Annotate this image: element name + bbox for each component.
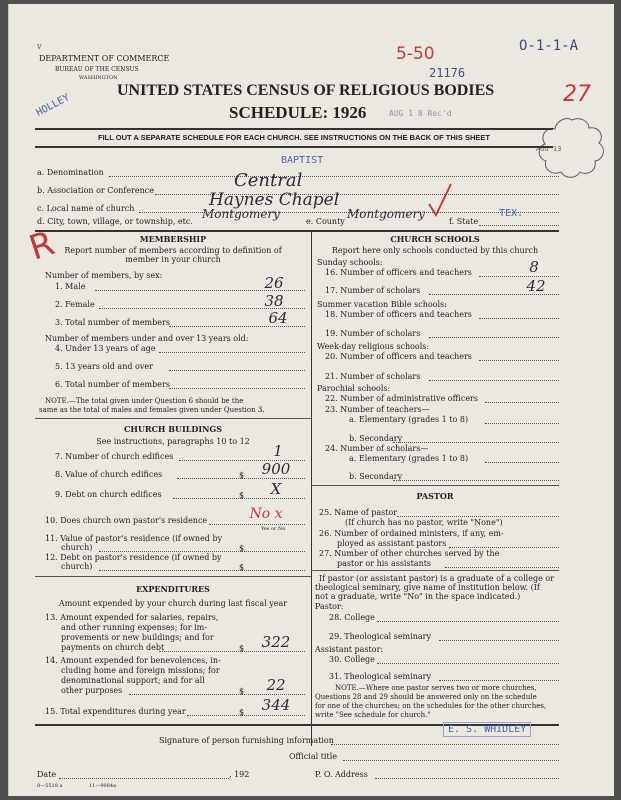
q9-value: X (270, 480, 282, 498)
q14-label-c: denominational support; and for all (61, 676, 205, 685)
q14-label-d: other purposes (61, 686, 123, 695)
q23a-label: a. Elementary (grades 1 to 8) (349, 415, 469, 424)
po-address-line (375, 778, 559, 779)
q9-line (173, 498, 305, 499)
denomination-line (109, 176, 559, 177)
q28-label: 28. College (329, 613, 375, 622)
q21-line (429, 380, 559, 381)
yes-no-caption: Yes or No (261, 526, 286, 532)
q23a-line (485, 423, 559, 424)
red-27: 27 (563, 82, 591, 107)
expenditures-title: EXPENDITURES (136, 584, 210, 594)
sections-top-rule (35, 230, 559, 232)
city-label: WASHINGTON (79, 75, 118, 81)
q8-label: 8. Value of church edifices (55, 470, 163, 479)
form-number-2: 11—9084a (89, 783, 117, 789)
denomination-value: BAPTIST (281, 155, 324, 166)
aug-date-stamp: AUG 13 (536, 145, 562, 153)
q24a-label: a. Elementary (grades 1 to 8) (349, 454, 469, 463)
city-value: Montgomery (202, 207, 280, 221)
stamp-number: 21176 (429, 66, 466, 80)
date-line (59, 778, 229, 779)
q23b-line (393, 442, 559, 443)
graduate-rule (311, 570, 559, 571)
age-header: Number of members under and over 13 years old: (45, 334, 249, 343)
by-sex-label: Number of members, by sex: (45, 271, 163, 280)
q16-value: 8 (529, 258, 539, 276)
year-label: , 192 (229, 770, 250, 779)
q13-label-c: provements or new buildings; and for (61, 633, 214, 642)
expenditures-rule (35, 576, 311, 577)
q31-label: 31. Theological seminary (329, 672, 431, 681)
q21-label: 21. Number of scholars (325, 372, 421, 381)
q27-label-a: 27. Number of other churches served by the (319, 549, 500, 558)
membership-note1: NOTE.—The total given under Question 6 should be the (45, 397, 244, 405)
q26-line (449, 547, 559, 548)
q5-label: 5. 13 years old and over (55, 362, 153, 371)
q29-line (439, 640, 559, 641)
q24b-label: b. Secondary (349, 472, 403, 481)
schools-sub: Report here only schools conducted by this church (331, 246, 539, 255)
column-divider (311, 230, 312, 746)
signature-stamp: E. S. WHIDLEY (443, 722, 531, 737)
q15-dollar: $ (239, 708, 245, 717)
q15-line (187, 715, 305, 716)
q18-label: 18. Number of officers and teachers (325, 310, 472, 319)
q24-label: 24. Number of scholars— (325, 444, 429, 453)
q1-value: 26 (264, 274, 284, 292)
q16-label: 16. Number of officers and teachers (325, 268, 472, 277)
pastor-note-4: write "See schedule for church." (315, 711, 431, 719)
q31-line (439, 680, 559, 681)
q4-line (159, 352, 305, 353)
census-schedule-sheet (8, 4, 614, 796)
pastor-note-2: Questions 28 and 29 should be answered only on the schedule (315, 693, 537, 701)
q20-line (479, 360, 559, 361)
q13-label-a: 13. Amount expended for salaries, repairs, (45, 613, 219, 622)
parochial-header: Parochial schools: (317, 384, 391, 393)
association-label: b. Association or Conference (37, 186, 154, 195)
state-value: TEX. (499, 208, 524, 219)
q3-value: 64 (268, 309, 288, 327)
q17-value: 42 (526, 277, 546, 295)
q9-label: 9. Debt on church edifices (55, 490, 162, 499)
state-line (479, 225, 559, 226)
q11-label-b: church) (61, 543, 93, 552)
q24a-line (485, 462, 559, 463)
q30-line (377, 663, 559, 664)
q13-line (159, 651, 305, 652)
signature-line (331, 744, 559, 745)
q27-label-b: pastor or his assistants (337, 559, 432, 568)
q7-value: 1 (273, 442, 283, 460)
instruction-banner: FILL OUT A SEPARATE SCHEDULE FOR EACH CHURCH. SEE INSTRUCTIONS ON THE BACK OF THIS SHEET (98, 133, 490, 142)
city-label-d: d. City, town, village, or township, etc. (37, 217, 193, 226)
q8-value: 900 (261, 460, 291, 478)
county-label: e. County (306, 217, 345, 226)
official-title-label: Official title (289, 752, 337, 761)
q27-line (445, 567, 559, 568)
q8-dollar: $ (239, 471, 245, 480)
official-title-line (343, 760, 559, 761)
date-label: Date (37, 770, 57, 779)
sunday-header: Sunday schools: (317, 258, 383, 267)
q10-label: 10. Does church own pastor's residence (45, 516, 208, 525)
q30-label: 30. College (329, 655, 375, 664)
schedule-title: SCHEDULE: 1926 (229, 103, 367, 122)
q11-line (99, 551, 305, 552)
q6-line (169, 388, 305, 389)
q15-label: 15. Total expenditures during year (45, 707, 186, 716)
q18-line (479, 318, 559, 319)
pastor-rule (311, 485, 559, 486)
q8-line (177, 478, 305, 479)
form-title: UNITED STATES CENSUS OF RELIGIOUS BODIES (117, 82, 495, 99)
q14-label-b: cluding home and foreign missions; for (61, 666, 220, 675)
graduate-text-3: not a graduate, write "No" in the space indicated.) (315, 592, 521, 601)
q22-label: 22. Number of administrative officers (325, 394, 478, 403)
document-code: O-1-1-A (519, 38, 579, 54)
red-checkmark (427, 182, 453, 218)
q4-label: 4. Under 13 years of age (55, 344, 156, 353)
local-name-label: c. Local name of church (37, 204, 135, 213)
denomination-label: a. Denomination (37, 168, 104, 177)
q14-label-a: 14. Amount expended for benevolences, in- (45, 656, 221, 665)
q13-label-b: and other running expenses; for im- (61, 623, 207, 632)
po-address-label: P. O. Address (315, 770, 368, 779)
q25-line (397, 516, 559, 517)
q15-value: 344 (261, 696, 291, 714)
local-name-value: Haynes Chapel (209, 190, 340, 210)
q13-label-d: payments on church debt (61, 643, 165, 652)
buildings-sub: See instructions, paragraphs 10 to 12 (96, 437, 250, 446)
q14-line (129, 694, 305, 695)
graduate-text-2: theological seminary, give name of institution below. (If (315, 583, 540, 592)
pastor-sublabel: Pastor: (315, 602, 344, 611)
q2-value: 38 (264, 292, 284, 310)
q12-label-a: 12. Debt on pastor's residence (if owned by (45, 553, 222, 562)
q23b-label: b. Secondary (349, 434, 403, 443)
holley-stamp: HOLLEY (34, 92, 72, 119)
q5-line (169, 370, 305, 371)
q11-label-a: 11. Value of pastor's residence (if owned by (45, 534, 223, 543)
summer-header: Summer vacation Bible schools: (317, 300, 447, 309)
membership-note2: same as the total of males and females given under Question 3. (39, 406, 265, 414)
association-value: Central (234, 170, 303, 191)
q14-dollar: $ (239, 687, 245, 696)
expenditures-sub: Amount expended by your church during last fiscal year (58, 599, 288, 608)
q26-label-b: ployed as assistant pastors (337, 539, 447, 548)
q12-label-b: church) (61, 562, 93, 571)
assistant-sublabel: Assistant pastor: (315, 645, 384, 654)
buildings-rule (35, 418, 311, 419)
red-r-mark: R (24, 223, 60, 269)
q20-label: 20. Number of officers and teachers (325, 352, 472, 361)
q7-label: 7. Number of church edifices (55, 452, 174, 461)
q19-line (429, 337, 559, 338)
weekday-header: Week-day religious schools: (317, 342, 430, 351)
q6-label: 6. Total number of members (55, 380, 170, 389)
q11-dollar: $ (239, 544, 245, 553)
q29-label: 29. Theological seminary (329, 632, 431, 641)
q22-line (485, 402, 559, 403)
q10-line (209, 524, 305, 525)
state-label: f. State (449, 217, 479, 226)
q28-line (377, 621, 559, 622)
department-label: DEPARTMENT OF COMMERCE (39, 54, 170, 63)
q24b-line (393, 480, 559, 481)
q13-dollar: $ (239, 644, 245, 653)
membership-sub1: Report number of members according to definition of (64, 246, 282, 255)
q14-value: 22 (266, 676, 286, 694)
q2-label: 2. Female (55, 300, 95, 309)
schools-title: CHURCH SCHOOLS (390, 234, 480, 244)
check-mark: v (37, 42, 42, 51)
q9-dollar: $ (239, 491, 245, 500)
q25-label: 25. Name of pastor (319, 508, 398, 517)
q26-label-a: 26. Number of ordained ministers, if any, em- (319, 529, 504, 538)
q10-value: No x (249, 506, 283, 522)
q23-label: 23. Number of teachers— (325, 405, 430, 414)
form-number-1: 8—5518 a (37, 783, 63, 789)
q12-dollar: $ (239, 563, 245, 572)
county-value: Montgomery (347, 207, 425, 221)
pastor-title: PASTOR (416, 491, 454, 501)
received-stamp: AUG 1 8 Rec'd (389, 109, 452, 118)
q1-label: 1. Male (55, 282, 86, 291)
q19-label: 19. Number of scholars (325, 329, 421, 338)
q13-value: 322 (261, 633, 291, 651)
q3-label: 3. Total number of members (55, 318, 170, 327)
q12-line (99, 570, 305, 571)
banner-top-rule (35, 128, 553, 130)
red-file-number: 5-50 (396, 44, 435, 64)
q17-label: 17. Number of scholars (325, 286, 421, 295)
graduate-text-1: If pastor (or assistant pastor) is a graduate of a college or (319, 574, 555, 583)
q25-note: (If church has no pastor, write "None") (345, 518, 503, 527)
signature-label: Signature of person furnishing information (159, 736, 334, 745)
membership-sub2: member in your church (125, 255, 221, 264)
banner-bottom-rule (35, 146, 553, 148)
bureau-label: BUREAU OF THE CENSUS (55, 66, 139, 73)
pastor-note-3: for one of the churches; on the schedules for the other churches, (315, 702, 547, 710)
buildings-title: CHURCH BUILDINGS (124, 424, 222, 434)
pastor-note-1: NOTE.—Where one pastor serves two or more churches, (335, 684, 537, 692)
membership-title: MEMBERSHIP (139, 234, 207, 244)
